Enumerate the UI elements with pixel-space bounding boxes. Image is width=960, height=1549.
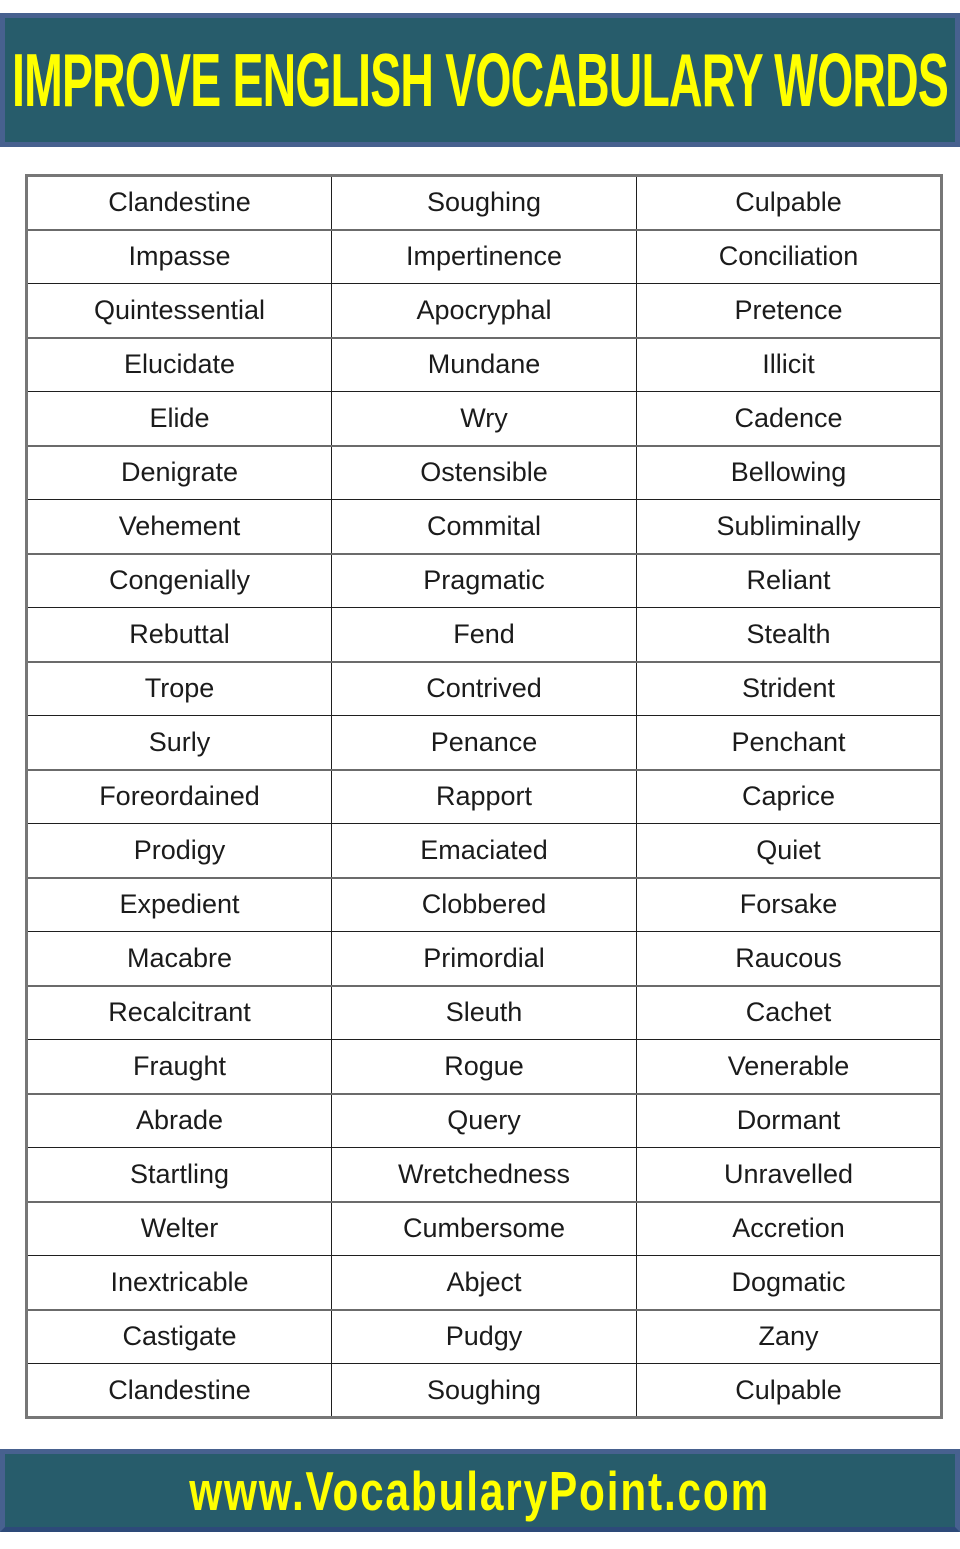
table-row — [27, 392, 942, 446]
word-cell: Trope — [27, 662, 332, 716]
word-cell: Expedient — [27, 878, 332, 932]
word-cell: Apocryphal — [332, 284, 637, 338]
word-cell: Strident — [637, 662, 942, 716]
word-cell: Stealth — [637, 608, 942, 662]
word-cell: Cadence — [637, 392, 942, 446]
page-title: IMPROVE ENGLISH VOCABULARY WORDS — [12, 37, 949, 123]
word-cell: Forsake — [637, 878, 942, 932]
word-cell: Elucidate — [27, 338, 332, 392]
word-cell: Ostensible — [332, 446, 637, 500]
word-cell: Contrived — [332, 662, 637, 716]
word-cell: Rapport — [332, 770, 637, 824]
table-row — [27, 770, 942, 824]
word-cell: Elide — [27, 392, 332, 446]
word-cell: Emaciated — [332, 824, 637, 878]
word-cell: Zany — [637, 1310, 942, 1364]
table-row — [27, 1364, 942, 1418]
word-cell: Quintessential — [27, 284, 332, 338]
table-row — [27, 500, 942, 554]
table-row — [27, 1256, 942, 1310]
word-cell: Clandestine — [27, 1364, 332, 1418]
table-row — [27, 662, 942, 716]
table-row — [27, 554, 942, 608]
word-cell: Soughing — [332, 1364, 637, 1418]
word-cell: Culpable — [637, 176, 942, 230]
word-cell: Clandestine — [27, 176, 332, 230]
table-row — [27, 932, 942, 986]
word-cell: Pudgy — [332, 1310, 637, 1364]
word-cell: Subliminally — [637, 500, 942, 554]
vocab-table-body — [27, 176, 942, 1418]
table-row — [27, 1148, 942, 1202]
word-cell: Welter — [27, 1202, 332, 1256]
word-cell: Abrade — [27, 1094, 332, 1148]
word-cell: Caprice — [637, 770, 942, 824]
word-cell: Conciliation — [637, 230, 942, 284]
word-cell: Vehement — [27, 500, 332, 554]
word-cell: Cumbersome — [332, 1202, 637, 1256]
header-banner — [0, 13, 960, 147]
word-cell: Fend — [332, 608, 637, 662]
word-cell: Foreordained — [27, 770, 332, 824]
vocab-table-container — [25, 174, 943, 1419]
word-cell: Quiet — [637, 824, 942, 878]
table-row — [27, 446, 942, 500]
word-cell: Pragmatic — [332, 554, 637, 608]
word-cell: Query — [332, 1094, 637, 1148]
word-cell: Macabre — [27, 932, 332, 986]
word-cell: Prodigy — [27, 824, 332, 878]
vocab-table — [25, 174, 943, 1419]
word-cell: Recalcitrant — [27, 986, 332, 1040]
word-cell: Denigrate — [27, 446, 332, 500]
word-cell: Wretchedness — [332, 1148, 637, 1202]
word-cell: Unravelled — [637, 1148, 942, 1202]
word-cell: Abject — [332, 1256, 637, 1310]
table-row — [27, 1202, 942, 1256]
table-row — [27, 284, 942, 338]
table-row — [27, 824, 942, 878]
table-row — [27, 608, 942, 662]
word-cell: Dormant — [637, 1094, 942, 1148]
word-cell: Impertinence — [332, 230, 637, 284]
table-row — [27, 1094, 942, 1148]
table-row — [27, 878, 942, 932]
word-cell: Penance — [332, 716, 637, 770]
word-cell: Primordial — [332, 932, 637, 986]
word-cell: Startling — [27, 1148, 332, 1202]
word-cell: Penchant — [637, 716, 942, 770]
word-cell: Mundane — [332, 338, 637, 392]
word-cell: Pretence — [637, 284, 942, 338]
word-cell: Cachet — [637, 986, 942, 1040]
table-row — [27, 716, 942, 770]
table-row — [27, 1040, 942, 1094]
table-row — [27, 338, 942, 392]
word-cell: Soughing — [332, 176, 637, 230]
word-cell: Inextricable — [27, 1256, 332, 1310]
word-cell: Sleuth — [332, 986, 637, 1040]
word-cell: Surly — [27, 716, 332, 770]
word-cell: Rogue — [332, 1040, 637, 1094]
word-cell: Wry — [332, 392, 637, 446]
word-cell: Congenially — [27, 554, 332, 608]
word-cell: Raucous — [637, 932, 942, 986]
table-row — [27, 1310, 942, 1364]
word-cell: Rebuttal — [27, 608, 332, 662]
word-cell: Commital — [332, 500, 637, 554]
word-cell: Venerable — [637, 1040, 942, 1094]
word-cell: Fraught — [27, 1040, 332, 1094]
footer-url-text: www.VocabularyPoint.com — [189, 1459, 771, 1522]
footer-banner — [0, 1449, 960, 1532]
word-cell: Bellowing — [637, 446, 942, 500]
word-cell: Dogmatic — [637, 1256, 942, 1310]
word-cell: Culpable — [637, 1364, 942, 1418]
table-row — [27, 986, 942, 1040]
word-cell: Clobbered — [332, 878, 637, 932]
word-cell: Illicit — [637, 338, 942, 392]
word-cell: Accretion — [637, 1202, 942, 1256]
table-row — [27, 230, 942, 284]
word-cell: Castigate — [27, 1310, 332, 1364]
table-row — [27, 176, 942, 230]
word-cell: Reliant — [637, 554, 942, 608]
word-cell: Impasse — [27, 230, 332, 284]
